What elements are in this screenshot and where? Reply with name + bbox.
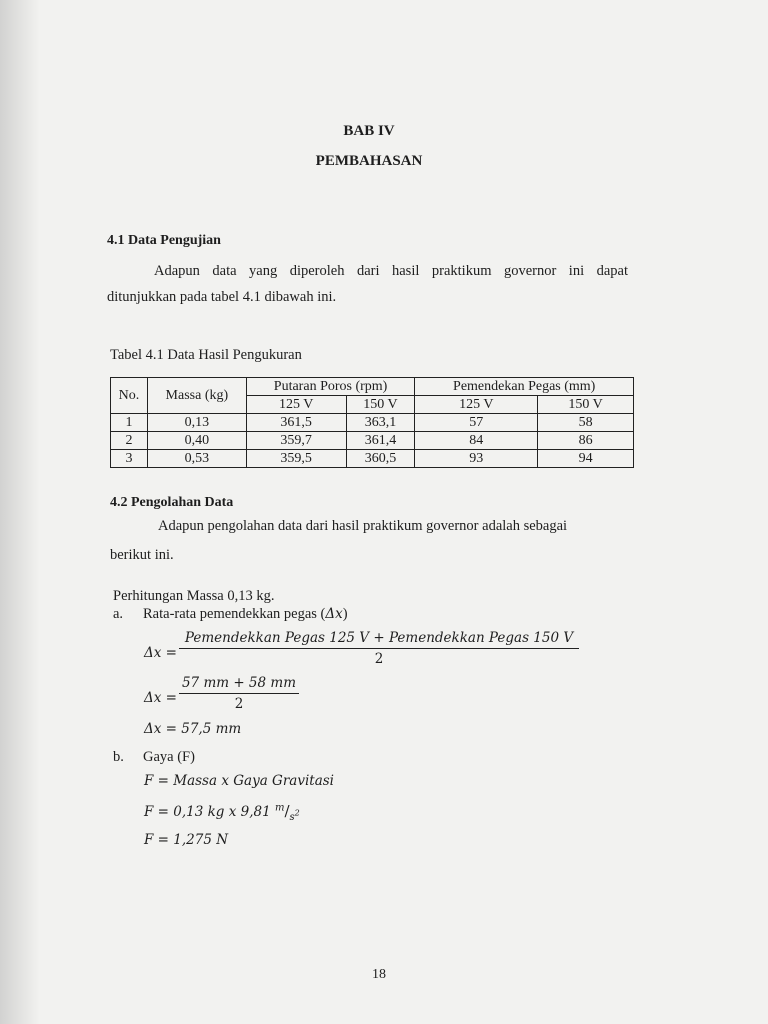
item-a-close: ) xyxy=(342,606,348,622)
header-putaran: Putaran Poros (rpm) xyxy=(246,378,415,396)
eq1-denominator: 2 xyxy=(374,651,384,667)
cell-no: 3 xyxy=(111,450,148,468)
paragraph-line xyxy=(154,263,628,280)
cell-pegas-125: 93 xyxy=(415,450,538,468)
cell-no: 2 xyxy=(111,432,148,450)
word: ini xyxy=(568,263,585,279)
table-row xyxy=(111,414,634,432)
cell-no: 1 xyxy=(111,414,148,432)
paragraph-line: Adapun pengolahan data dari hasil praktikum governor adalah sebagai xyxy=(158,518,568,534)
cell-pegas-150: 94 xyxy=(538,450,634,468)
eq4: F = Massa x Gaya Gravitasi xyxy=(144,773,334,789)
section-heading-4-1: 4.1 Data Pengujian xyxy=(107,233,221,248)
word: Adapun xyxy=(154,263,200,279)
table-row xyxy=(111,432,634,450)
cell-putaran-125: 359,5 xyxy=(246,450,346,468)
word: governor xyxy=(503,263,557,279)
data-table xyxy=(110,377,634,468)
header-pemendekan: Pemendekan Pegas (mm) xyxy=(415,378,634,396)
word: yang xyxy=(249,263,278,279)
cell-massa: 0,53 xyxy=(147,450,246,468)
cell-putaran-125: 361,5 xyxy=(246,414,346,432)
chapter-number: BAB IV xyxy=(343,123,395,139)
table-row xyxy=(111,450,634,468)
eq2-denominator: 2 xyxy=(234,696,244,712)
eq5-exponent: 2 xyxy=(294,808,300,818)
eq5 xyxy=(144,802,300,823)
word: data xyxy=(212,263,237,279)
eq2-lhs: Δx = xyxy=(144,690,177,706)
chapter-title: PEMBAHASAN xyxy=(315,153,423,169)
word: dapat xyxy=(596,263,628,279)
page-number: 18 xyxy=(372,967,386,982)
cell-putaran-150: 361,4 xyxy=(346,432,415,450)
justified-text xyxy=(154,263,628,280)
eq5-unit-denominator xyxy=(289,808,300,823)
cell-pegas-150: 86 xyxy=(538,432,634,450)
eq5-unit-numerator: m xyxy=(274,802,285,814)
calc-intro: Perhitungan Massa 0,13 kg. xyxy=(113,588,275,604)
word: diperoleh xyxy=(289,263,345,279)
eq2-numerator: 57 mm + 58 mm xyxy=(179,675,299,694)
header-putaran-150v: 150 V xyxy=(346,396,415,414)
eq2-fraction xyxy=(179,675,299,712)
paragraph-line: ditunjukkan pada tabel 4.1 dibawah ini. xyxy=(107,289,337,305)
cell-putaran-150: 360,5 xyxy=(346,450,415,468)
eq1-fraction xyxy=(179,630,579,667)
word: praktikum xyxy=(431,263,492,279)
section-heading-4-2: 4.2 Pengolahan Data xyxy=(110,495,234,510)
cell-pegas-125: 57 xyxy=(415,414,538,432)
cell-pegas-150: 58 xyxy=(538,414,634,432)
table-caption: Tabel 4.1 Data Hasil Pengukuran xyxy=(110,347,302,363)
cell-putaran-125: 359,7 xyxy=(246,432,346,450)
table-header-row xyxy=(111,378,634,396)
item-a-text xyxy=(143,606,348,623)
eq5-unit-s: s xyxy=(289,811,295,823)
header-pegas-150v: 150 V xyxy=(538,396,634,414)
item-b-text: Gaya (F) xyxy=(143,749,195,765)
header-pegas-125v: 125 V xyxy=(415,396,538,414)
paragraph-line: berikut ini. xyxy=(110,547,174,563)
header-putaran-125v: 125 V xyxy=(246,396,346,414)
delta-x-symbol: Δx xyxy=(325,606,343,622)
cell-massa: 0,13 xyxy=(147,414,246,432)
list-marker-b: b. xyxy=(113,749,124,765)
cell-putaran-150: 363,1 xyxy=(346,414,415,432)
word: dari xyxy=(356,263,380,279)
cell-massa: 0,40 xyxy=(147,432,246,450)
header-massa: Massa (kg) xyxy=(147,378,246,414)
eq3: Δx = 57,5 mm xyxy=(144,721,242,737)
eq1-numerator: Pemendekkan Pegas 125 V + Pemendekkan Pegas 150 V xyxy=(179,630,579,649)
header-no: No. xyxy=(111,378,148,414)
word: hasil xyxy=(392,263,420,279)
item-a-label: Rata-rata pemendekkan pegas ( xyxy=(143,606,326,622)
cell-pegas-125: 84 xyxy=(415,432,538,450)
eq6: F = 1,275 N xyxy=(144,832,229,848)
list-marker-a: a. xyxy=(113,606,124,622)
eq1-lhs: Δx = xyxy=(144,645,177,661)
eq5-slash: / xyxy=(284,802,290,820)
eq5-main: F = 0,13 kg x 9,81 xyxy=(144,804,275,820)
